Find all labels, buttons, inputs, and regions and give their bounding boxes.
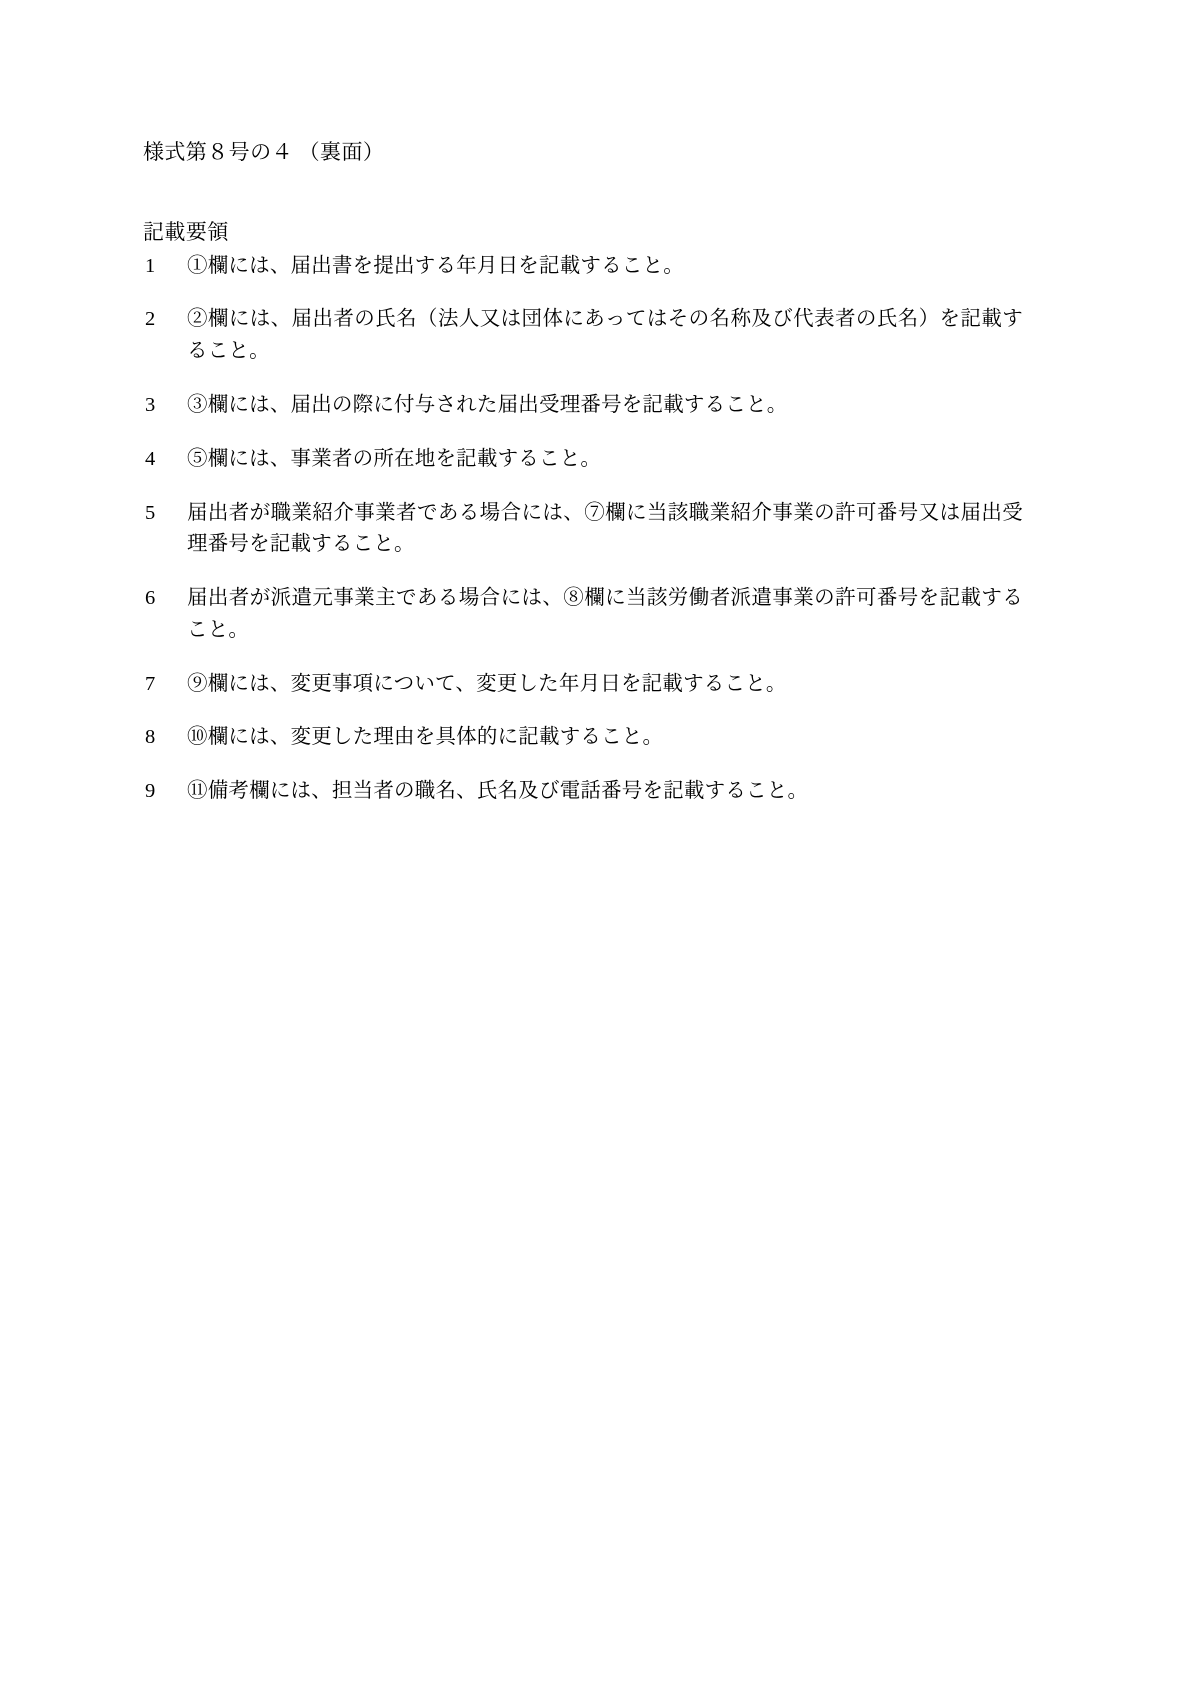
list-item-number: 8 xyxy=(145,726,156,749)
list-item-text: 届出者が派遣元事業主である場合には、⑧欄に当該労働者派遣事業の許可番号を記載すること。 xyxy=(187,587,1023,641)
list-item-text: ①欄には、届出書を提出する年月日を記載すること。 xyxy=(187,254,684,277)
list-item-text: ⑤欄には、事業者の所在地を記載すること。 xyxy=(187,447,602,470)
list-item-text: ②欄には、届出者の氏名（法人又は団体にあってはその名称及び代表者の氏名）を記載すること。 xyxy=(187,308,1023,363)
list-item xyxy=(143,722,1023,754)
list-item-number: 6 xyxy=(145,587,156,610)
form-title: 様式第８号の４ （裏面） xyxy=(143,140,385,164)
list-item-number: 7 xyxy=(145,672,156,695)
list-item-text: ③欄には、届出の際に付与された届出受理番号を記載すること。 xyxy=(187,393,788,416)
list-item-text: ⑨欄には、変更事項について、変更した年月日を記載すること。 xyxy=(187,672,787,695)
list-item xyxy=(143,304,1023,368)
instruction-list xyxy=(143,251,1023,808)
list-item xyxy=(143,583,1023,647)
list-item-number: 1 xyxy=(145,254,156,277)
list-item xyxy=(143,390,1023,422)
list-item-text: ⑪備考欄には、担当者の職名、氏名及び電話番号を記載すること。 xyxy=(187,780,809,803)
list-item-text: 届出者が職業紹介事業者である場合には、⑦欄に当該職業紹介事業の許可番号又は届出受理番号を記載すること。 xyxy=(187,501,1023,556)
section-heading: 記載要領 xyxy=(143,220,229,245)
list-item-number: 4 xyxy=(145,447,156,470)
list-item xyxy=(143,776,1023,808)
list-item xyxy=(143,498,1023,562)
list-item xyxy=(143,444,1023,476)
list-item-number: 2 xyxy=(145,308,156,331)
list-item-number: 5 xyxy=(145,501,156,524)
list-item-number: 9 xyxy=(145,780,156,803)
list-item xyxy=(143,251,1023,283)
list-item-text: ⑩欄には、変更した理由を具体的に記載すること。 xyxy=(187,726,664,749)
list-item xyxy=(143,669,1023,701)
list-item-number: 3 xyxy=(145,393,156,416)
document-content xyxy=(143,138,1023,808)
